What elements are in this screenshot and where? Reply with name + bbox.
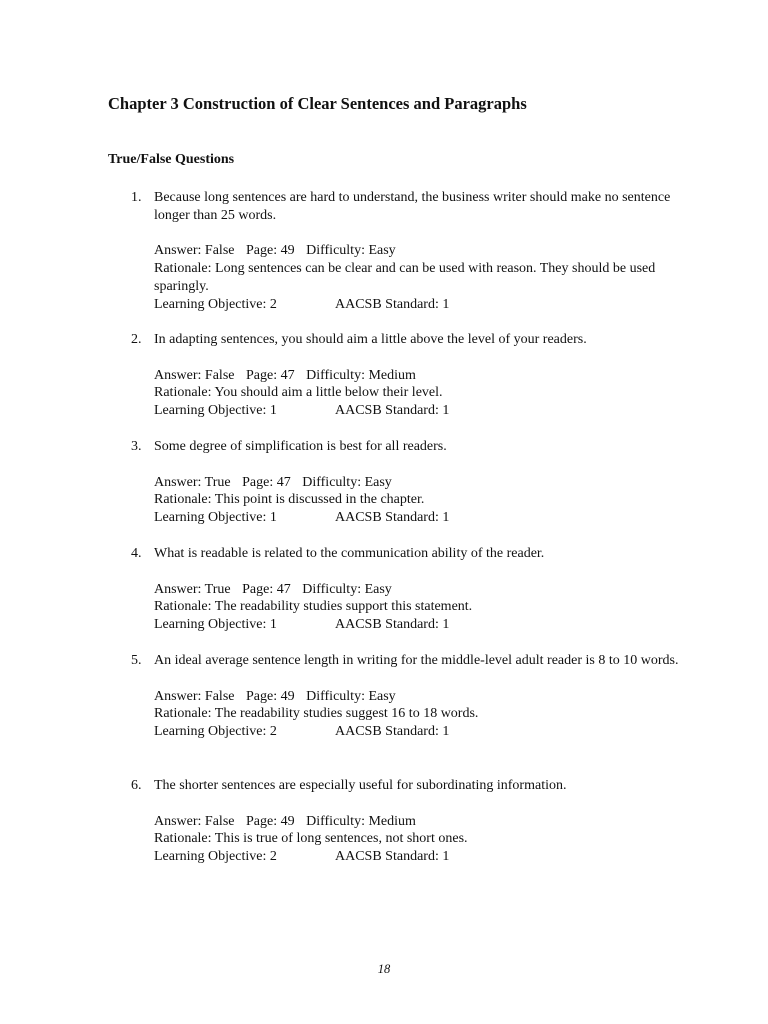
answer: Answer: False bbox=[154, 243, 235, 259]
learning-objective: Learning Objective: 2 bbox=[154, 296, 277, 312]
question-body bbox=[154, 545, 682, 634]
page-ref: Page: 47 bbox=[242, 474, 291, 490]
learning-objective: Learning Objective: 2 bbox=[154, 724, 277, 740]
learning-objective: Learning Objective: 2 bbox=[154, 849, 277, 865]
page-ref: Page: 49 bbox=[246, 813, 295, 829]
aacsb-standard: AACSB Standard: 1 bbox=[335, 724, 450, 740]
answer: Answer: False bbox=[154, 688, 235, 704]
question-number: 5. bbox=[131, 653, 142, 668]
answer: Answer: True bbox=[154, 581, 231, 597]
question-text: Because long sentences are hard to understand, the business writer should make no sentence longer than 25 words. bbox=[154, 190, 671, 223]
answer: Answer: False bbox=[154, 367, 235, 383]
question-body bbox=[154, 652, 682, 741]
question-number: 1. bbox=[131, 190, 142, 205]
answer: Answer: True bbox=[154, 474, 231, 490]
answer-line bbox=[154, 367, 682, 385]
question-meta bbox=[154, 688, 682, 741]
question-text: An ideal average sentence length in writing for the middle-level adult reader is 8 to 10 words. bbox=[154, 653, 679, 668]
difficulty: Difficulty: Easy bbox=[302, 581, 392, 597]
learning-objective: Learning Objective: 1 bbox=[154, 617, 277, 633]
question-number: 2. bbox=[131, 332, 142, 347]
rationale: Rationale: This point is discussed in the chapter. bbox=[154, 492, 425, 508]
page-ref: Page: 49 bbox=[246, 688, 295, 704]
question-text: In adapting sentences, you should aim a little above the level of your readers. bbox=[154, 332, 587, 347]
question-meta bbox=[154, 367, 682, 420]
page-number: 18 bbox=[377, 962, 391, 976]
difficulty: Difficulty: Easy bbox=[302, 474, 392, 490]
question-number: 4. bbox=[131, 546, 142, 561]
difficulty: Difficulty: Easy bbox=[306, 243, 396, 259]
question-meta bbox=[154, 813, 682, 866]
rationale: Rationale: The readability studies support this statement. bbox=[154, 599, 473, 615]
learning-objective: Learning Objective: 1 bbox=[154, 403, 277, 419]
question-body bbox=[154, 438, 682, 527]
page-ref: Page: 47 bbox=[242, 581, 291, 597]
aacsb-standard: AACSB Standard: 1 bbox=[335, 849, 450, 865]
question-body bbox=[154, 331, 682, 420]
aacsb-standard: AACSB Standard: 1 bbox=[335, 403, 450, 419]
answer-line bbox=[154, 242, 682, 260]
page-ref: Page: 47 bbox=[246, 367, 295, 383]
rationale: Rationale: You should aim a little below their level. bbox=[154, 385, 443, 401]
objective-line bbox=[154, 509, 682, 527]
objective-line bbox=[154, 296, 682, 314]
question-text: The shorter sentences are especially useful for subordinating information. bbox=[154, 778, 567, 793]
question-number: 6. bbox=[131, 778, 142, 793]
difficulty: Difficulty: Easy bbox=[306, 688, 396, 704]
section-title: True/False Questions bbox=[108, 152, 235, 167]
difficulty: Difficulty: Medium bbox=[306, 813, 416, 829]
answer-line bbox=[154, 813, 682, 831]
answer-line bbox=[154, 474, 682, 492]
page-ref: Page: 49 bbox=[246, 243, 295, 259]
objective-line bbox=[154, 723, 682, 741]
answer: Answer: False bbox=[154, 813, 235, 829]
aacsb-standard: AACSB Standard: 1 bbox=[335, 510, 450, 526]
question-body bbox=[154, 777, 682, 866]
question-meta bbox=[154, 581, 682, 634]
difficulty: Difficulty: Medium bbox=[306, 367, 416, 383]
rationale: Rationale: The readability studies suggest 16 to 18 words. bbox=[154, 706, 479, 722]
question-body bbox=[154, 189, 682, 314]
question-number: 3. bbox=[131, 439, 142, 454]
learning-objective: Learning Objective: 1 bbox=[154, 510, 277, 526]
objective-line bbox=[154, 848, 682, 866]
question-meta bbox=[154, 474, 682, 527]
objective-line bbox=[154, 402, 682, 420]
aacsb-standard: AACSB Standard: 1 bbox=[335, 617, 450, 633]
objective-line bbox=[154, 616, 682, 634]
rationale: Rationale: Long sentences can be clear and can be used with reason. They should be used sparingly. bbox=[154, 261, 656, 294]
question-text: What is readable is related to the communication ability of the reader. bbox=[154, 546, 545, 561]
question-meta bbox=[154, 242, 682, 313]
rationale: Rationale: This is true of long sentences, not short ones. bbox=[154, 831, 468, 847]
question-text: Some degree of simplification is best for all readers. bbox=[154, 439, 447, 454]
chapter-title: Chapter 3 Construction of Clear Sentences and Paragraphs bbox=[108, 94, 527, 113]
aacsb-standard: AACSB Standard: 1 bbox=[335, 296, 450, 312]
answer-line bbox=[154, 688, 682, 706]
answer-line bbox=[154, 581, 682, 599]
